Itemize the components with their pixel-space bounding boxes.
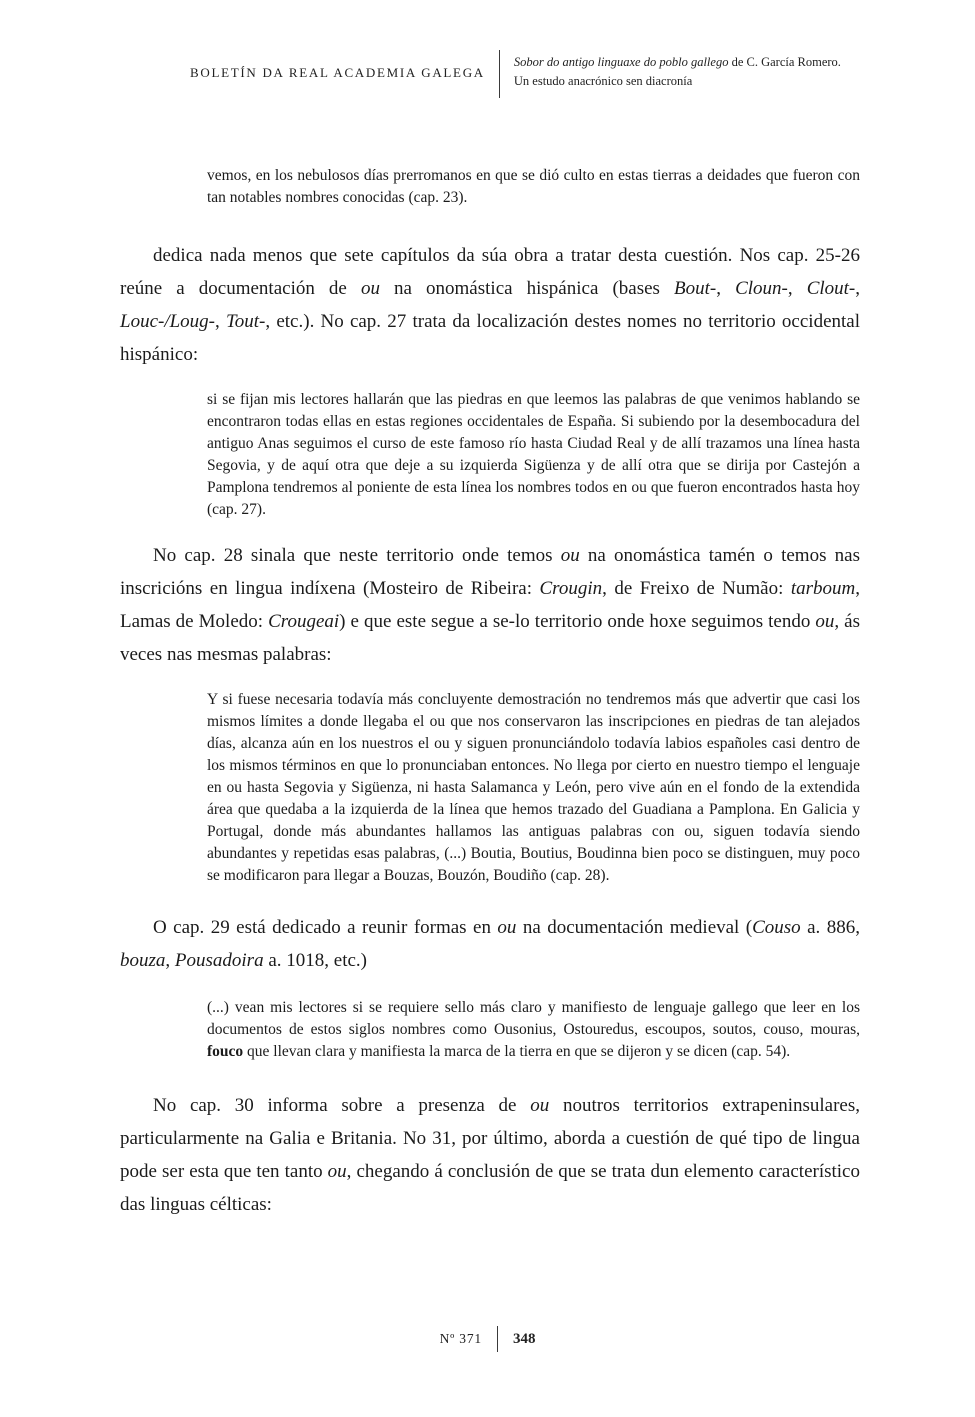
page-header (190, 50, 865, 98)
blockquote-cap-23: vemos, en los nebulosos días prerromanos en que se dió culto en estas tierras a deidades que fueron con tan notables nombres conocidas (cap. 23). (207, 167, 860, 206)
page-number: 348 (512, 1330, 536, 1347)
blockquote-cap-27: si se fijan mis lectores hallarán que las piedras en que leemos las palabras de que venimos hablando se encontraron todas ellas en estas regiones occidentales de España. Si subiendo por la desembocadura del antiguo Anas seguimos el curso de este famoso río hasta Ciudad Real y de allí trazamos una línea hasta Segovia, y de aquí otra que deje a su izquierda Sigüenza y de allí otra que se dirija por Castejón a Pamplona tendremos al poniente de esta línea los nombres todos en ou que fueron encontrados hasta hoy (cap. 27). (207, 391, 860, 518)
article-title: Sobor do antigo linguaxe do poblo gallego de C. García Romero. (513, 55, 841, 69)
paragraph-cap-29: O cap. 29 está dedicado a reunir formas en ou na documentación medieval (Couso a. 886, bouza, Pousadoira a. 1018, etc.) (120, 917, 860, 971)
header-divider (499, 50, 500, 98)
article-subtitle: Un estudo anacrónico sen diacronía (513, 74, 693, 88)
issue-number: Nº 371 (439, 1331, 482, 1346)
paragraph-cap-30-31: No cap. 30 informa sobre a presenza de ou noutros territorios extrapeninsulares, particularmente na Galia e Britania. No 31, por último, aborda a cuestión de qué tipo de lingua pode ser esta que ten tanto ou, chegando á conclusión de que se trata dun elemento característico das linguas célticas: (120, 1095, 860, 1215)
journal-title: BOLETÍN DA REAL ACADEMIA GALEGA (190, 65, 485, 80)
blockquote-cap-28: Y si fuese necesaria todavía más concluyente demostración no tendremos más que advertir que casi los mismos límites a donde llegaba el ou que nos conservaron las inscripciones en piedras de tan alejados días, alcanza aún en los nuestros el ou y siguen pronunciándolo todavía labios españoles casi dentro de los mismos términos en que lo pronunciaban entonces. No llega por cierto en nuestro tiempo el lenguaje en ou hasta Segovia y Sigüenza, ni hasta Salamanca y León, pero vive aún en el fondo de la extendida área que quedaba a la izquierda de la línea que hemos trazado del Guadiana a Pamplona. En Galicia y Portugal, donde más abundantes hallamos las antiguas palabras con ou, siguen todavía siendo abundantes y repetidas esas palabras, (...) Boutia, Boutius, Boudinna bien poco se distinguen, muy poco se modificaron para llegar a Bouzas, Bouzón, Boudiño (cap. 28). (207, 691, 860, 884)
blockquote-cap-54: (...) vean mis lectores si se requiere sello más claro y manifiesto de lenguaje gallego que leer en los documentos de estos siglos nombres como Ousonius, Ostouredus, escoupos, soutos, couso, mouras, fouco que llevan clara y manifiesta la marca de la tierra en que se dijeron y se dicen (cap. 54). (207, 999, 860, 1060)
article-body (120, 165, 860, 1221)
article-reference (514, 50, 841, 91)
footer-divider (497, 1326, 498, 1352)
paragraph-cap-28: No cap. 28 sinala que neste territorio onde temos ou na onomástica tamén o temos nas inscricións en lingua indíxena (Mosteiro de Ribeira: Crougin, de Freixo de Numão: tarboum, Lamas de Moledo: Crougeai) e que este segue a se-lo territorio onde hoxe seguimos tendo ou, ás veces nas mesmas palabras: (120, 545, 861, 665)
page-footer (0, 1326, 975, 1352)
paragraph-cap-25-27: dedica nada menos que sete capítulos da súa obra a tratar desta cuestión. Nos cap. 25-26 reúne a documentación de ou na onomástica hispánica (bases Bout-, Cloun-, Clout-, Louc-/Loug-, Tout-, etc.). No cap. 27 trata da localización destes nomes no territorio occidental hispánico: (120, 245, 860, 365)
